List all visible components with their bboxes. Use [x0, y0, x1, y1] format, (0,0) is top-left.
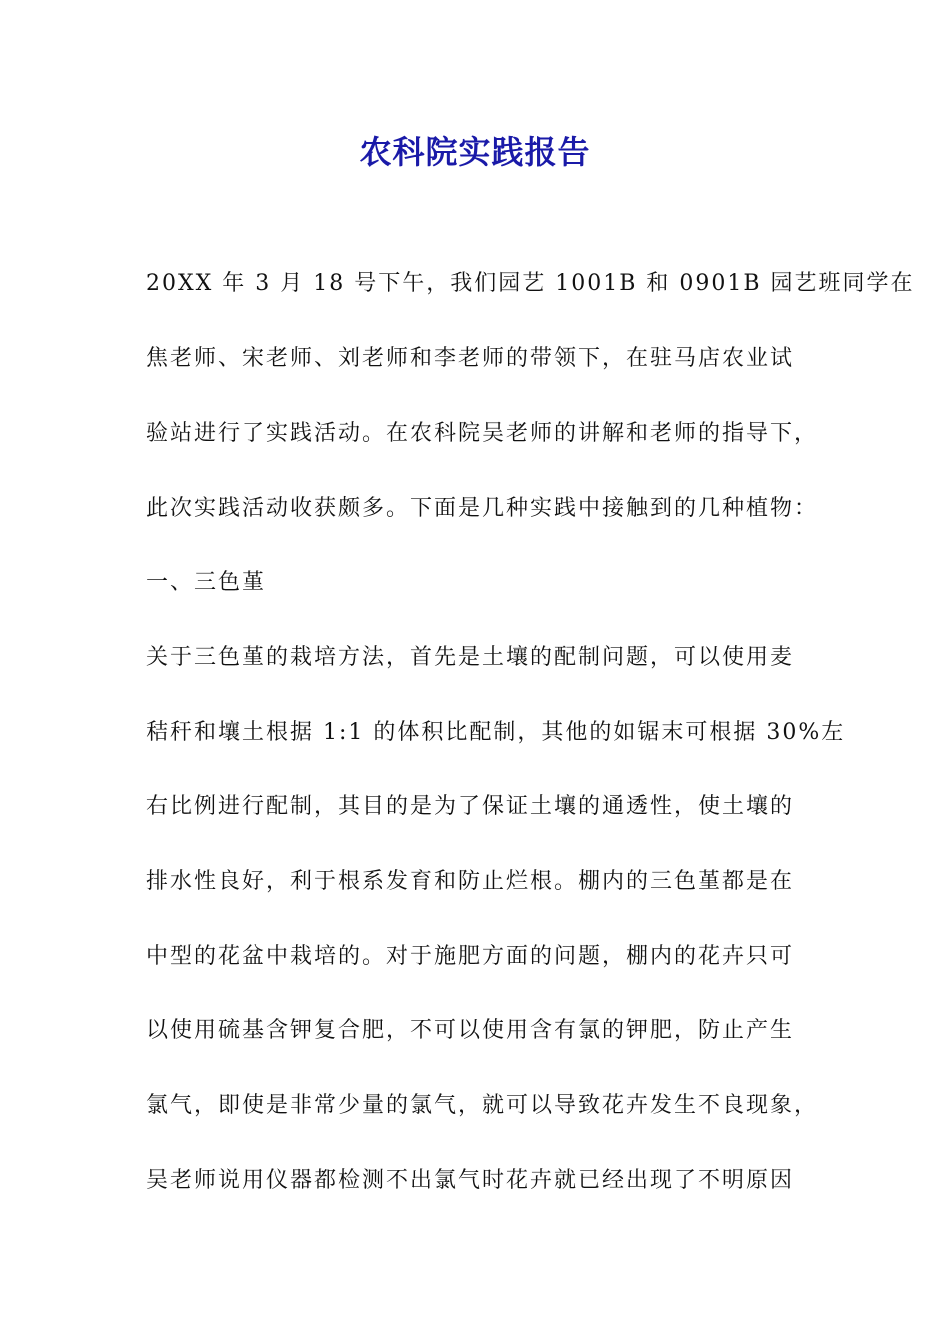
body-line: 氯气，即使是非常少量的氯气，就可以导致花卉发生不良现象， [146, 1093, 819, 1118]
body-line: 秸秆和壤土根据 1:1 的体积比配制，其他的如锯末可根据 30%左 [146, 720, 846, 745]
body-line: 右比例进行配制，其目的是为了保证土壤的通透性，使土壤的 [146, 794, 795, 819]
document-title: 农科院实践报告 [359, 133, 591, 171]
body-line: 排水性良好，利于根系发育和防止烂根。棚内的三色堇都是在 [146, 869, 795, 894]
body-line: 以使用硫基含钾复合肥，不可以使用含有氯的钾肥，防止产生 [146, 1018, 795, 1043]
body-line: 此次实践活动收获颇多。下面是几种实践中接触到的几种植物： [146, 496, 819, 521]
body-line: 吴老师说用仪器都检测不出氯气时花卉就已经出现了不明原因 [146, 1168, 795, 1193]
body-line: 20XX 年 3 月 18 号下午，我们园艺 1001B 和 0901B 园艺班同学在 [146, 271, 915, 296]
body-line: 中型的花盆中栽培的。对于施肥方面的问题，棚内的花卉只可 [146, 944, 795, 969]
body-line: 验站进行了实践活动。在农科院吴老师的讲解和老师的指导下， [146, 421, 819, 446]
section-heading: 一、三色堇 [146, 570, 267, 595]
body-line: 焦老师、宋老师、刘老师和李老师的带领下，在驻马店农业试 [146, 346, 795, 371]
body-line: 关于三色堇的栽培方法，首先是土壤的配制问题，可以使用麦 [146, 645, 795, 670]
